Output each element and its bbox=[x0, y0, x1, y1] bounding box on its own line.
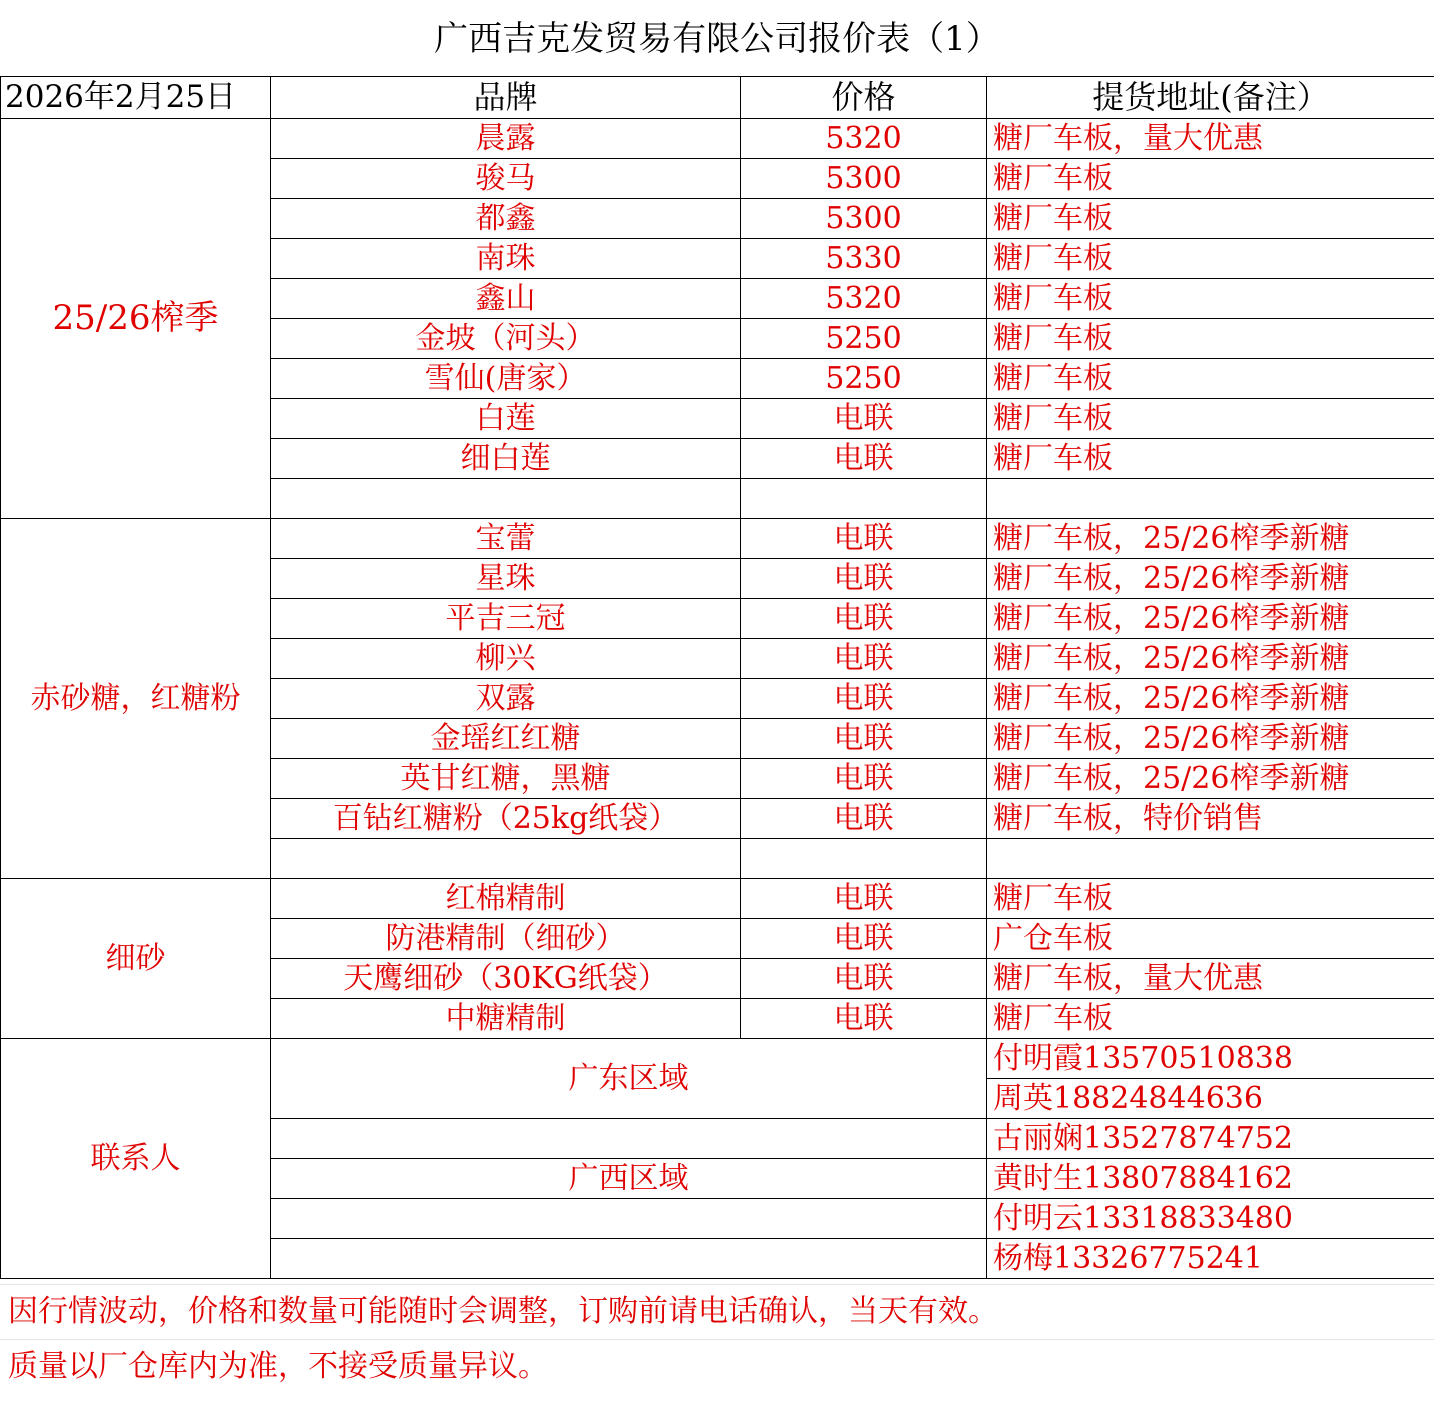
note-quality: 质量以厂仓库内为准，不接受质量异议。 bbox=[0, 1339, 1434, 1394]
region-guangdong: 广东区域 bbox=[271, 1039, 987, 1119]
brand-cell: 金坡（河头） bbox=[271, 319, 741, 359]
price-cell: 电联 bbox=[741, 679, 987, 719]
price-table bbox=[0, 76, 1434, 1279]
note-cell: 糖厂车板 bbox=[987, 159, 1434, 199]
price-cell bbox=[741, 839, 987, 879]
table-row bbox=[1, 119, 1434, 159]
price-cell: 电联 bbox=[741, 959, 987, 999]
price-cell: 电联 bbox=[741, 439, 987, 479]
empty-cell bbox=[271, 1239, 987, 1279]
price-cell: 电联 bbox=[741, 599, 987, 639]
header-row bbox=[1, 77, 1434, 119]
brand-cell: 南珠 bbox=[271, 239, 741, 279]
price-cell: 电联 bbox=[741, 999, 987, 1039]
price-cell: 电联 bbox=[741, 799, 987, 839]
category-cell: 25/26榨季 bbox=[1, 119, 271, 519]
note-cell: 糖厂车板，25/26榨季新糖 bbox=[987, 679, 1434, 719]
contact-person: 付明霞13570510838 bbox=[987, 1039, 1434, 1079]
note-cell: 广仓车板 bbox=[987, 919, 1434, 959]
contact-person: 黄时生13807884162 bbox=[987, 1159, 1434, 1199]
brand-cell: 柳兴 bbox=[271, 639, 741, 679]
empty-cell bbox=[271, 1119, 987, 1159]
brand-cell: 英甘红糖，黑糖 bbox=[271, 759, 741, 799]
brand-header: 品牌 bbox=[271, 77, 741, 119]
price-cell: 5320 bbox=[741, 279, 987, 319]
date-cell: 2026年2月25日 bbox=[1, 77, 271, 119]
price-cell bbox=[741, 479, 987, 519]
contacts-label: 联系人 bbox=[1, 1039, 271, 1279]
price-cell: 电联 bbox=[741, 639, 987, 679]
note-price-change: 因行情波动，价格和数量可能随时会调整，订购前请电话确认，当天有效。 bbox=[0, 1284, 1434, 1339]
brand-cell: 雪仙(唐家） bbox=[271, 359, 741, 399]
brand-cell: 白莲 bbox=[271, 399, 741, 439]
brand-cell: 双露 bbox=[271, 679, 741, 719]
brand-cell: 晨露 bbox=[271, 119, 741, 159]
brand-cell bbox=[271, 479, 741, 519]
note-cell: 糖厂车板，25/26榨季新糖 bbox=[987, 759, 1434, 799]
contact-person: 古丽娴13527874752 bbox=[987, 1119, 1434, 1159]
brand-cell: 细白莲 bbox=[271, 439, 741, 479]
price-cell: 5300 bbox=[741, 199, 987, 239]
note-cell: 糖厂车板，25/26榨季新糖 bbox=[987, 559, 1434, 599]
contact-person: 周英18824844636 bbox=[987, 1079, 1434, 1119]
note-cell bbox=[987, 479, 1434, 519]
contact-person: 杨梅13326775241 bbox=[987, 1239, 1434, 1279]
note-cell: 糖厂车板 bbox=[987, 359, 1434, 399]
brand-cell: 天鹰细砂（30KG纸袋） bbox=[271, 959, 741, 999]
note-cell: 糖厂车板，25/26榨季新糖 bbox=[987, 599, 1434, 639]
price-cell: 5250 bbox=[741, 319, 987, 359]
contact-row bbox=[1, 1039, 1434, 1079]
note-cell: 糖厂车板，25/26榨季新糖 bbox=[987, 719, 1434, 759]
note-cell: 糖厂车板 bbox=[987, 279, 1434, 319]
brand-cell: 星珠 bbox=[271, 559, 741, 599]
category-cell: 细砂 bbox=[1, 879, 271, 1039]
note-cell: 糖厂车板，量大优惠 bbox=[987, 959, 1434, 999]
sheet-title: 广西吉克发贸易有限公司报价表（1） bbox=[434, 19, 1000, 59]
note-cell: 糖厂车板，量大优惠 bbox=[987, 119, 1434, 159]
price-cell: 5330 bbox=[741, 239, 987, 279]
table-row bbox=[1, 519, 1434, 559]
price-cell: 电联 bbox=[741, 399, 987, 439]
brand-cell: 都鑫 bbox=[271, 199, 741, 239]
brand-cell: 骏马 bbox=[271, 159, 741, 199]
empty-cell bbox=[271, 1199, 987, 1239]
price-cell: 电联 bbox=[741, 879, 987, 919]
price-cell: 电联 bbox=[741, 559, 987, 599]
note-cell bbox=[987, 839, 1434, 879]
category-cell: 赤砂糖，红糖粉 bbox=[1, 519, 271, 879]
footer-notes bbox=[0, 1284, 1434, 1394]
note-cell: 糖厂车板 bbox=[987, 439, 1434, 479]
price-cell: 5300 bbox=[741, 159, 987, 199]
address-header: 提货地址(备注） bbox=[987, 77, 1434, 119]
brand-cell: 百钻红糖粉（25kg纸袋） bbox=[271, 799, 741, 839]
price-header: 价格 bbox=[741, 77, 987, 119]
region-guangxi: 广西区域 bbox=[271, 1159, 987, 1199]
price-cell: 电联 bbox=[741, 519, 987, 559]
brand-cell: 金瑶红红糖 bbox=[271, 719, 741, 759]
table-row bbox=[1, 879, 1434, 919]
price-cell: 5320 bbox=[741, 119, 987, 159]
note-cell: 糖厂车板，特价销售 bbox=[987, 799, 1434, 839]
brand-cell bbox=[271, 839, 741, 879]
note-cell: 糖厂车板 bbox=[987, 399, 1434, 439]
price-cell: 5250 bbox=[741, 359, 987, 399]
price-cell: 电联 bbox=[741, 759, 987, 799]
brand-cell: 平吉三冠 bbox=[271, 599, 741, 639]
note-cell: 糖厂车板 bbox=[987, 239, 1434, 279]
note-cell: 糖厂车板 bbox=[987, 879, 1434, 919]
price-cell: 电联 bbox=[741, 719, 987, 759]
note-cell: 糖厂车板，25/26榨季新糖 bbox=[987, 519, 1434, 559]
contact-person: 付明云13318833480 bbox=[987, 1199, 1434, 1239]
brand-cell: 防港精制（细砂） bbox=[271, 919, 741, 959]
brand-cell: 红棉精制 bbox=[271, 879, 741, 919]
price-cell: 电联 bbox=[741, 919, 987, 959]
note-cell: 糖厂车板 bbox=[987, 319, 1434, 359]
note-cell: 糖厂车板，25/26榨季新糖 bbox=[987, 639, 1434, 679]
note-cell: 糖厂车板 bbox=[987, 199, 1434, 239]
brand-cell: 宝蕾 bbox=[271, 519, 741, 559]
brand-cell: 鑫山 bbox=[271, 279, 741, 319]
brand-cell: 中糖精制 bbox=[271, 999, 741, 1039]
note-cell: 糖厂车板 bbox=[987, 999, 1434, 1039]
